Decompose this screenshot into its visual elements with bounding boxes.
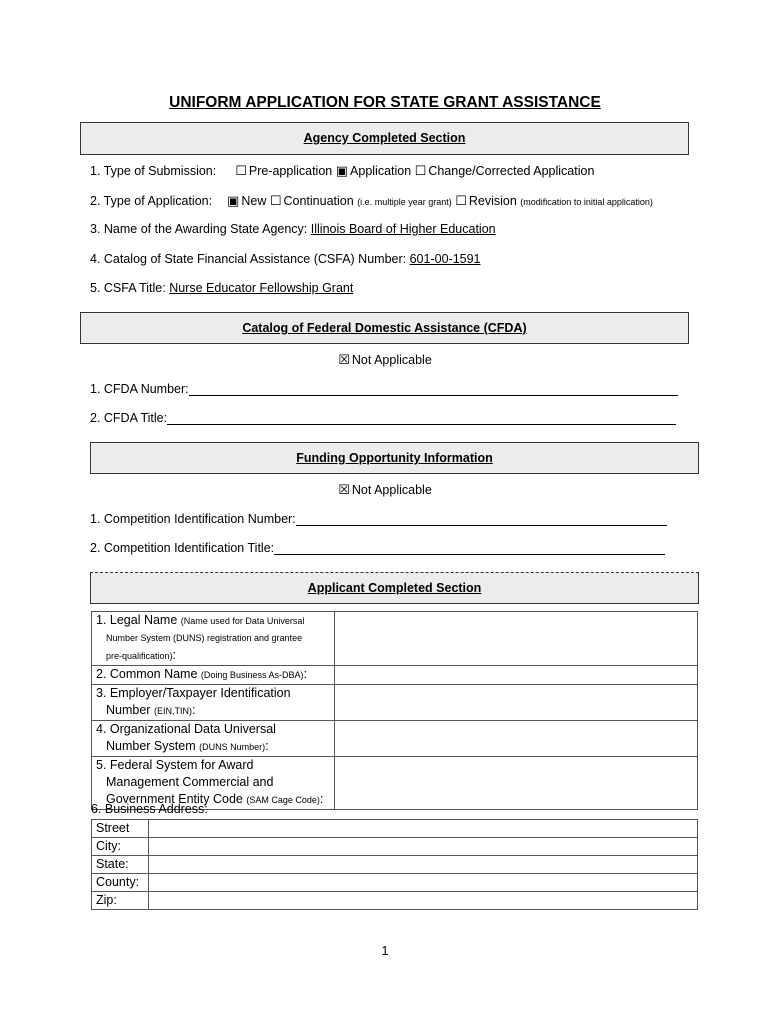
legal-name-label: 1. Legal Name (Name used for Data Universal Number System (DUNS) registration and grantee pre-qualification): [92,612,335,666]
checkbox-application-checked[interactable]: ▣ [335,163,349,178]
cfda-number-row: 1. CFDA Number: [90,382,678,396]
address-state-field[interactable] [149,856,698,874]
cfda-number-field[interactable] [189,383,678,396]
ein-label: 3. Employer/Taxpayer Identification Number (EIN,TIN): [92,685,335,721]
checkbox-revision[interactable]: ☐ [455,193,467,208]
funding-section-header: Funding Opportunity Information [90,442,699,474]
competition-title-row: 2. Competition Identification Title: [90,541,665,555]
address-state-label: State: [92,856,149,874]
cfda-title-field[interactable] [167,412,676,425]
csfa-title-value: Nurse Educator Fellowship Grant [169,281,354,295]
checkbox-change-corrected[interactable]: ☐ [414,163,427,178]
table-row [92,612,698,666]
table-row [92,874,698,892]
applicant-section-header: Applicant Completed Section [90,572,699,604]
competition-id-row: 1. Competition Identification Number: [90,512,667,526]
funding-not-applicable: ☒ Not Applicable [338,482,432,497]
table-row [92,666,698,685]
address-street-label: Street [92,820,149,838]
submission-type-row: 1. Type of Submission: ☐ Pre-application ▣ Application ☐ Change/Corrected Application [90,163,595,178]
checkbox-new-checked[interactable]: ▣ [227,193,240,208]
agency-section-header: Agency Completed Section [80,122,689,155]
address-county-label: County: [92,874,149,892]
address-street-field[interactable] [149,820,698,838]
sam-field[interactable] [335,757,698,810]
checkbox-cfda-not-applicable[interactable]: ☒ [338,352,350,367]
checkbox-pre-application[interactable]: ☐ [235,163,247,178]
page-number: 1 [381,944,389,958]
duns-label: 4. Organizational Data Universal Number System (DUNS Number): [92,721,335,757]
common-name-label: 2. Common Name (Doing Business As-DBA): [92,666,335,685]
competition-title-field[interactable] [274,542,665,555]
awarding-agency-row: 3. Name of the Awarding State Agency: Illinois Board of Higher Education [90,222,496,236]
checkbox-funding-not-applicable[interactable]: ☒ [338,482,350,497]
cfda-section-header: Catalog of Federal Domestic Assistance (CFDA) [80,312,689,344]
page-title: UNIFORM APPLICATION FOR STATE GRANT ASSISTANCE [169,94,601,111]
table-row [92,820,698,838]
awarding-agency-value: Illinois Board of Higher Education [310,222,496,236]
ein-field[interactable] [335,685,698,721]
applicant-info-table [91,611,698,810]
legal-name-field[interactable] [335,612,698,666]
sam-label: 5. Federal System for Award Management Commercial and Government Entity Code (SAM Cage Code): [92,757,335,810]
address-city-label: City: [92,838,149,856]
cfda-title-row: 2. CFDA Title: [90,411,676,425]
table-row [92,892,698,910]
cfda-not-applicable: ☒ Not Applicable [338,352,432,367]
table-row [92,721,698,757]
common-name-field[interactable] [335,666,698,685]
table-row [92,685,698,721]
checkbox-continuation[interactable]: ☐ [269,193,282,208]
application-type-row: 2. Type of Application: ▣ New ☐ Continuation (i.e. multiple year grant) ☐ Revision (modification to initial application) [90,193,653,208]
address-city-field[interactable] [149,838,698,856]
business-address-label: 6. Business Address: [91,802,208,816]
table-row [92,838,698,856]
csfa-number-value: 601-00-1591 [409,252,481,266]
duns-field[interactable] [335,721,698,757]
address-county-field[interactable] [149,874,698,892]
csfa-title-row: 5. CSFA Title: Nurse Educator Fellowship Grant [90,281,354,295]
csfa-number-row: 4. Catalog of State Financial Assistance (CSFA) Number: 601-00-1591 [90,252,481,266]
address-zip-field[interactable] [149,892,698,910]
address-zip-label: Zip: [92,892,149,910]
competition-id-field[interactable] [296,513,667,526]
table-row [92,856,698,874]
business-address-table [91,819,698,910]
